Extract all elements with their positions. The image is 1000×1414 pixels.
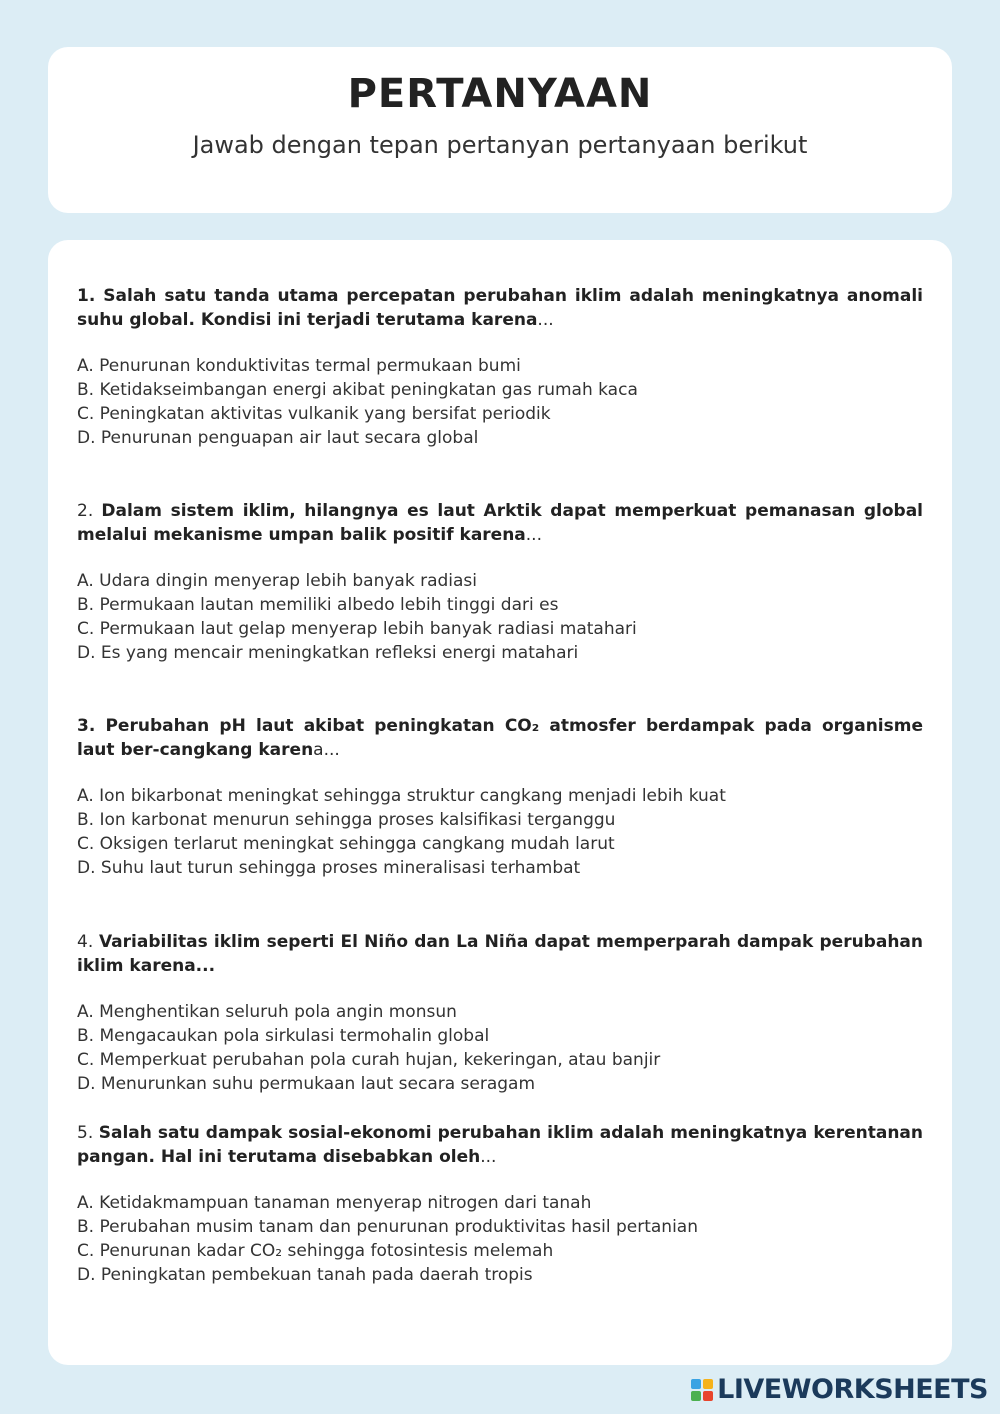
- option-a[interactable]: A. Ketidakmampuan tanaman menyerap nitrogen dari tanah: [77, 1193, 592, 1213]
- option-c[interactable]: C. Peningkatan aktivitas vulkanik yang bersifat periodik: [77, 404, 551, 424]
- option-c[interactable]: C. Memperkuat perubahan pola curah hujan, kekeringan, atau banjir: [77, 1050, 661, 1070]
- option-list: [77, 1191, 923, 1287]
- question-text: [77, 714, 923, 762]
- option-a[interactable]: A. Ion bikarbonat meningkat sehingga struktur cangkang menjadi lebih kuat: [77, 786, 726, 806]
- header-card: [48, 47, 952, 213]
- question-2: [77, 499, 923, 665]
- question-3: [77, 714, 923, 880]
- question-prompt: Salah satu dampak sosial-ekonomi perubahan iklim adalah meningkatnya kerentanan pangan. Hal ini terutama disebabkan oleh: [77, 1123, 923, 1167]
- option-c[interactable]: C. Oksigen terlarut meningkat sehingga cangkang mudah larut: [77, 834, 615, 854]
- question-ellipsis: ...: [525, 525, 542, 545]
- option-d[interactable]: D. Menurunkan suhu permukaan laut secara seragam: [77, 1074, 536, 1094]
- question-text: [77, 284, 923, 332]
- question-text: [77, 930, 923, 978]
- logo-square: [691, 1379, 701, 1389]
- question-number: 5.: [77, 1123, 94, 1143]
- question-number: 4.: [77, 932, 94, 952]
- logo-square: [703, 1379, 713, 1389]
- option-b[interactable]: B. Ion karbonat menurun sehingga proses kalsifikasi terganggu: [77, 810, 616, 830]
- option-c[interactable]: C. Permukaan laut gelap menyerap lebih banyak radiasi matahari: [77, 619, 637, 639]
- question-prompt: Variabilitas iklim seperti El Niño dan La Niña dapat memperparah dampak perubahan iklim karena...: [77, 932, 923, 976]
- option-a[interactable]: A. Penurunan konduktivitas termal permukaan bumi: [77, 356, 521, 376]
- question-ellipsis: ...: [480, 1147, 497, 1167]
- option-a[interactable]: A. Menghentikan seluruh pola angin monsun: [77, 1002, 457, 1022]
- option-b[interactable]: B. Ketidakseimbangan energi akibat peningkatan gas rumah kaca: [77, 380, 638, 400]
- question-prompt: Dalam sistem iklim, hilangnya es laut Arktik dapat memperkuat pemanasan global melalui mekanisme umpan balik positif karena: [77, 501, 923, 545]
- option-b[interactable]: B. Permukaan lautan memiliki albedo lebih tinggi dari es: [77, 595, 559, 615]
- option-d[interactable]: D. Peningkatan pembekuan tanah pada daerah tropis: [77, 1265, 533, 1285]
- question-number: 2.: [77, 501, 94, 521]
- brand-name: LIVEWORKSHEETS: [717, 1374, 988, 1405]
- question-ellipsis: ...: [537, 310, 554, 330]
- question-prompt: 1. Salah satu tanda utama percepatan perubahan iklim adalah meningkatnya anomali suhu global. Kondisi ini terjadi terutama karena: [77, 286, 923, 330]
- question-5: [77, 1121, 923, 1287]
- option-list: [77, 354, 923, 450]
- option-c[interactable]: C. Penurunan kadar CO₂ sehingga fotosintesis melemah: [77, 1241, 554, 1261]
- logo-square: [691, 1391, 701, 1401]
- liveworksheets-logo-icon: [691, 1379, 713, 1401]
- page-subtitle: Jawab dengan tepan pertanyan pertanyaan berikut: [192, 131, 808, 159]
- question-4: [77, 930, 923, 1096]
- option-d[interactable]: D. Suhu laut turun sehingga proses mineralisasi terhambat: [77, 858, 581, 878]
- option-d[interactable]: D. Es yang mencair meningkatkan refleksi energi matahari: [77, 643, 579, 663]
- logo-square: [703, 1391, 713, 1401]
- question-ellipsis: a...: [313, 740, 340, 760]
- question-prompt: 3. Perubahan pH laut akibat peningkatan CO₂ atmosfer berdampak pada organisme laut ber-cangkang karen: [77, 716, 923, 760]
- option-b[interactable]: B. Perubahan musim tanam dan penurunan produktivitas hasil pertanian: [77, 1217, 698, 1237]
- questions-card: [48, 240, 952, 1365]
- brand-logo: [691, 1374, 988, 1405]
- option-a[interactable]: A. Udara dingin menyerap lebih banyak radiasi: [77, 571, 477, 591]
- option-list: [77, 1000, 923, 1096]
- option-b[interactable]: B. Mengacaukan pola sirkulasi termohalin global: [77, 1026, 490, 1046]
- option-list: [77, 569, 923, 665]
- page-title: PERTANYAAN: [347, 71, 653, 117]
- question-1: [77, 284, 923, 450]
- question-text: [77, 1121, 923, 1169]
- option-list: [77, 784, 923, 880]
- option-d[interactable]: D. Penurunan penguapan air laut secara global: [77, 428, 479, 448]
- question-text: [77, 499, 923, 547]
